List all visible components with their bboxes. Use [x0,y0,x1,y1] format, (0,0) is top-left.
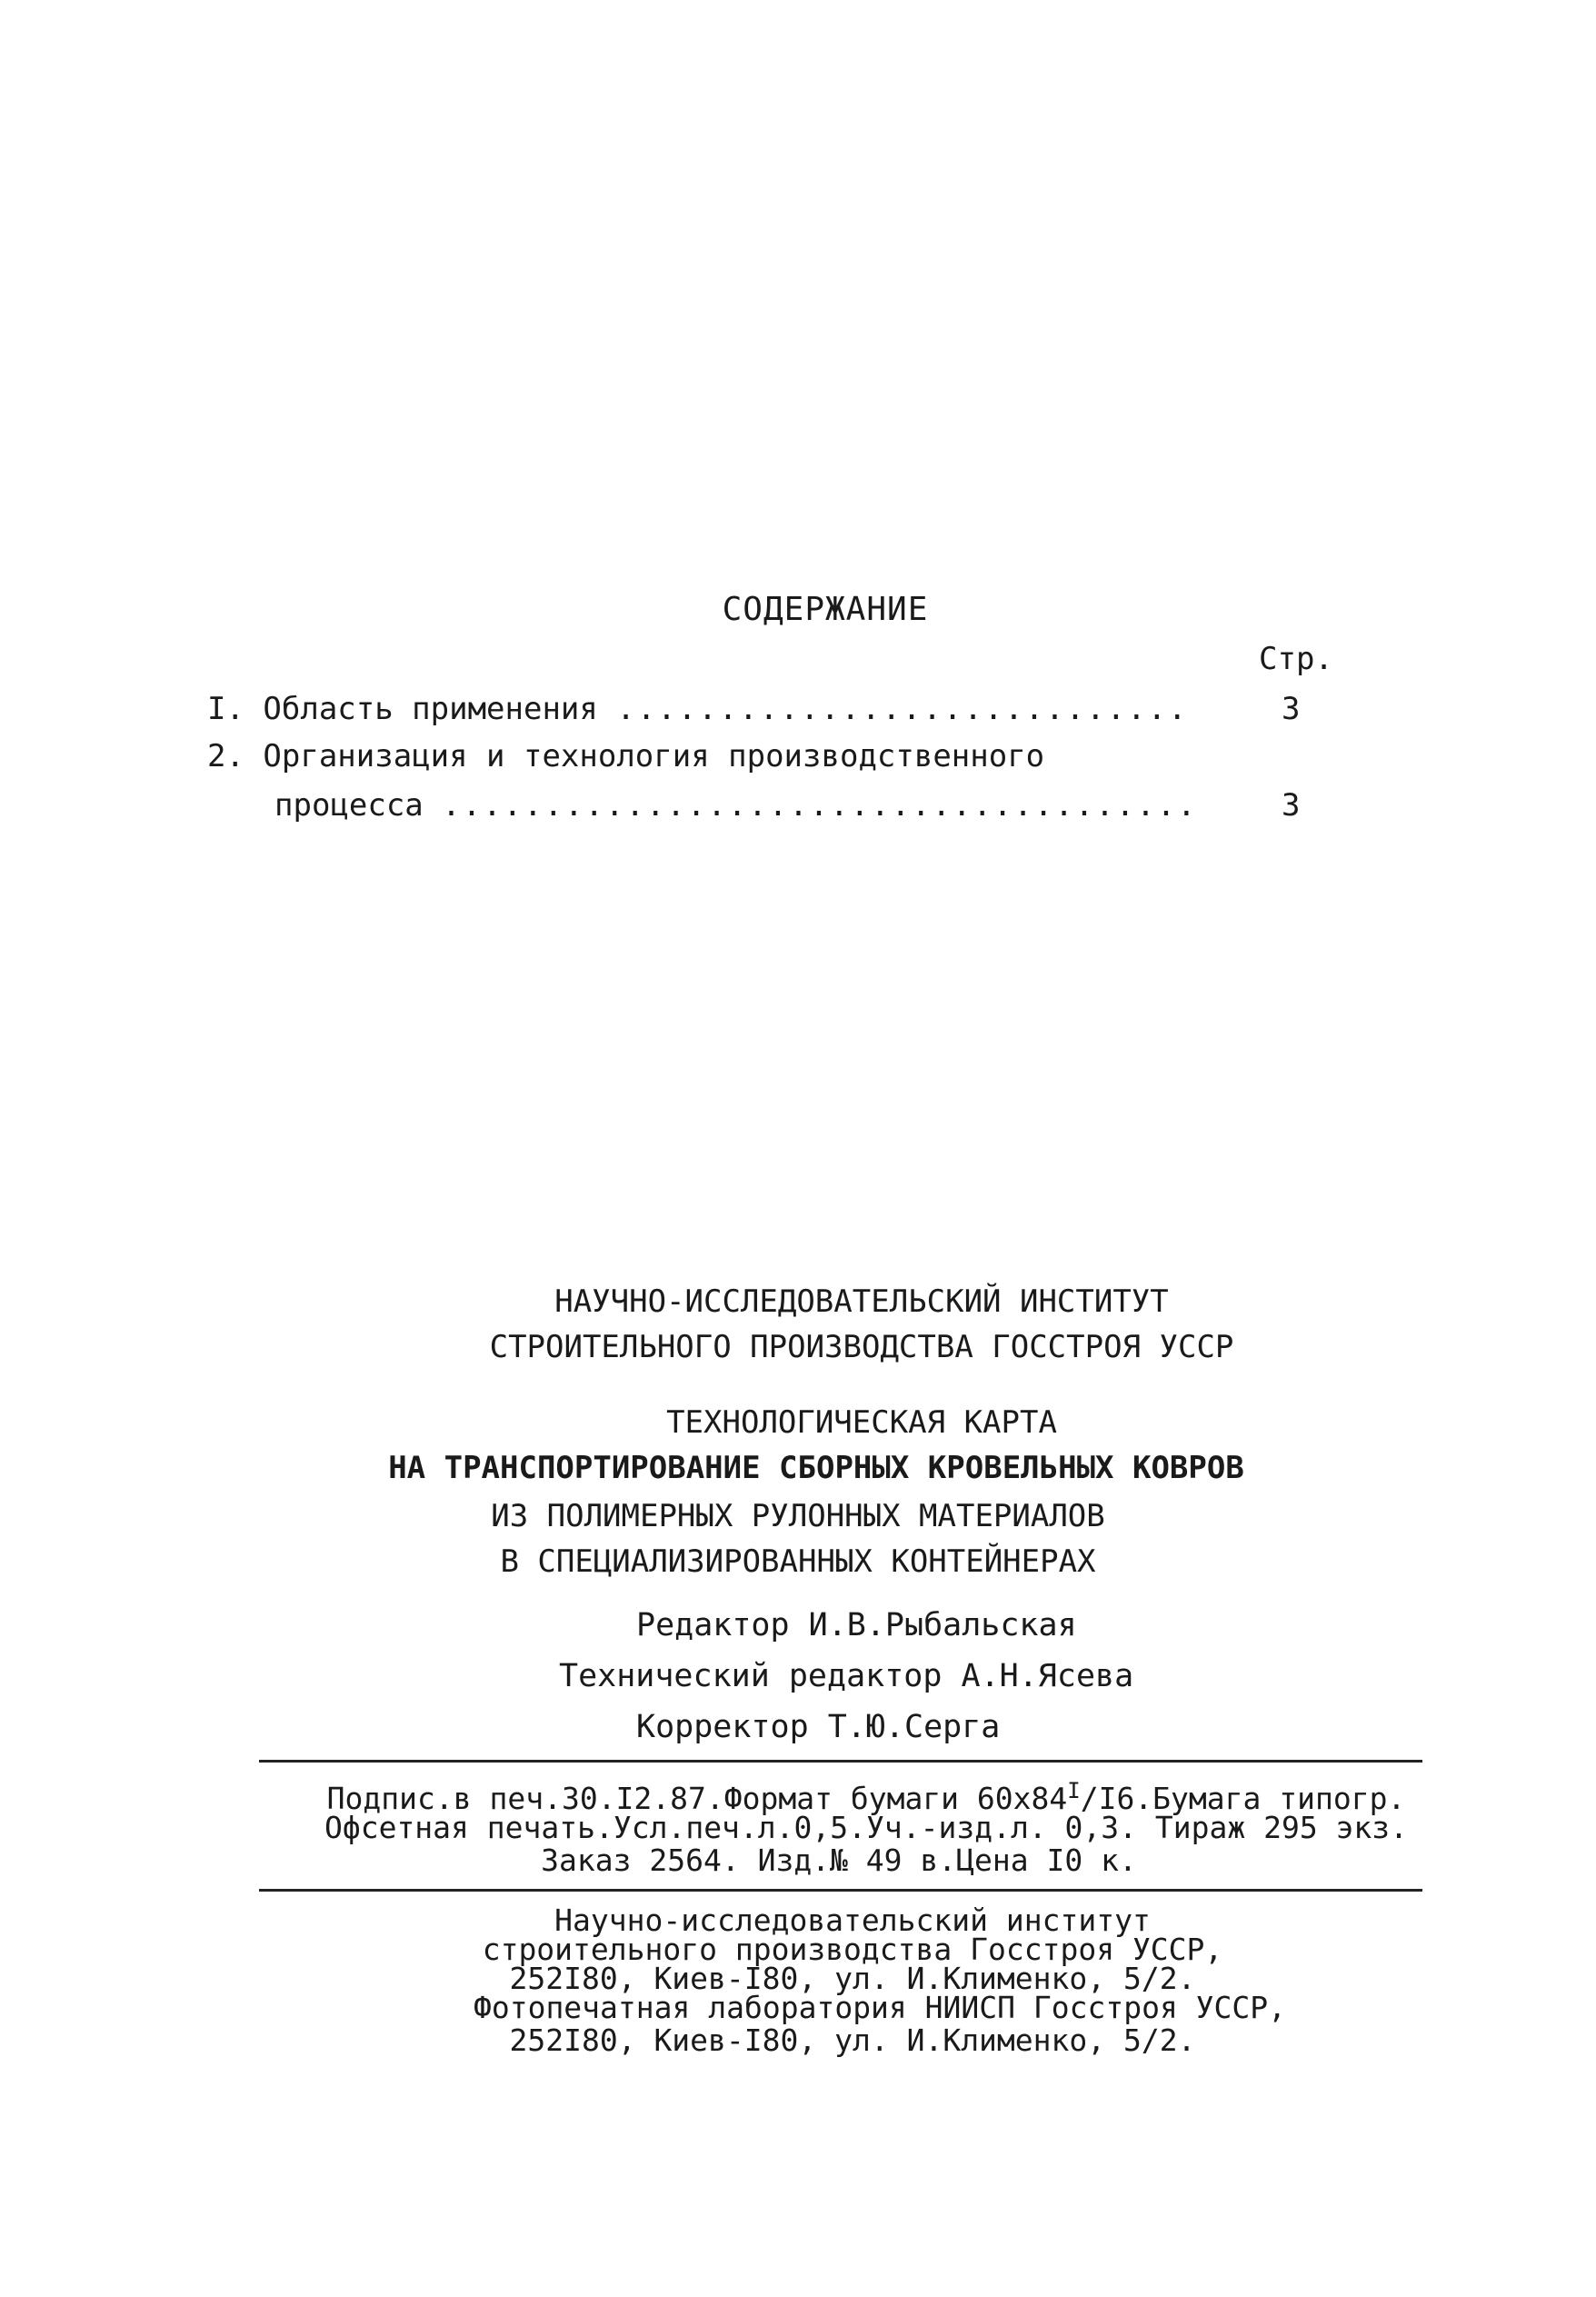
toc-item-page: 3 [1282,787,1301,824]
toc-item-dots: ..................................... [442,787,1198,824]
toc-item-label: процесса [274,787,424,824]
publisher-line-3: 252I80, Киев-I80, ул. И.Клименко, 5/2. [509,1961,1196,1996]
toc-title: СОДЕРЖАНИЕ [722,591,929,628]
tech-card-material: ИЗ ПОЛИМЕРНЫХ РУЛОННЫХ МАТЕРИАЛОВ [491,1498,1105,1534]
publisher-line-1: Научно-исследовательский институт [554,1903,1151,1938]
tech-card-title: ТЕХНОЛОГИЧЕСКАЯ КАРТА [666,1404,1057,1441]
tech-card-containers: В СПЕЦИАЛИЗИРОВАННЫХ КОНТЕЙНЕРАХ [500,1543,1096,1580]
toc-item [274,787,1198,824]
imprint-line-3: Заказ 2564. Изд.№ 49 в.Цена I0 к. [541,1843,1137,1878]
toc-item-label: 2. Организация и технология производственного [207,738,1045,774]
institute-line-2: СТРОИТЕЛЬНОГО ПРОИЗВОДСТВА ГОССТРОЯ УССР [489,1329,1234,1365]
divider-top [259,1760,1422,1763]
tech-card-subject: НА ТРАНСПОРТИРОВАНИЕ СБОРНЫХ КРОВЕЛЬНЫХ КОВРОВ [388,1450,1244,1486]
toc-item-label: I. Область применения [207,691,598,727]
imprint-line-1: Подпис.в печ.30.I2.87.Формат бумаги $60x84^I/I6.Бумага$ типогр. [326,1778,1406,1816]
tech-editor: Технический редактор А.Н.Ясева [559,1658,1134,1694]
editor: Редактор И.В.Рыбальская [636,1607,1077,1643]
toc-page-header: Стр. [1259,641,1333,677]
toc-item-dots: ............................ [616,691,1189,727]
divider-bottom [259,1889,1422,1892]
publisher-line-2: строительного производства Госстроя УССР, [482,1932,1223,1967]
imprint-superscript: I [1067,1778,1081,1803]
institute-line-1: НАУЧНО-ИССЛЕДОВАТЕЛЬСКИЙ ИНСТИТУТ [554,1283,1169,1320]
toc-item [207,738,1044,774]
corrector: Корректор Т.Ю.Серга [636,1709,1001,1745]
publisher-line-4: Фотопечатная лаборатория НИИСП Госстроя УССР, [473,1990,1287,2025]
toc-item [207,691,1189,727]
toc-item-page: 3 [1282,691,1301,727]
imprint-line-2: Офсетная печать.Усл.печ.л.0,5.Уч.-изд.л. 0,3. Тираж 295 экз. [324,1810,1409,1845]
publisher-line-5: 252I80, Киев-I80, ул. И.Клименко, 5/2. [509,2022,1196,2058]
